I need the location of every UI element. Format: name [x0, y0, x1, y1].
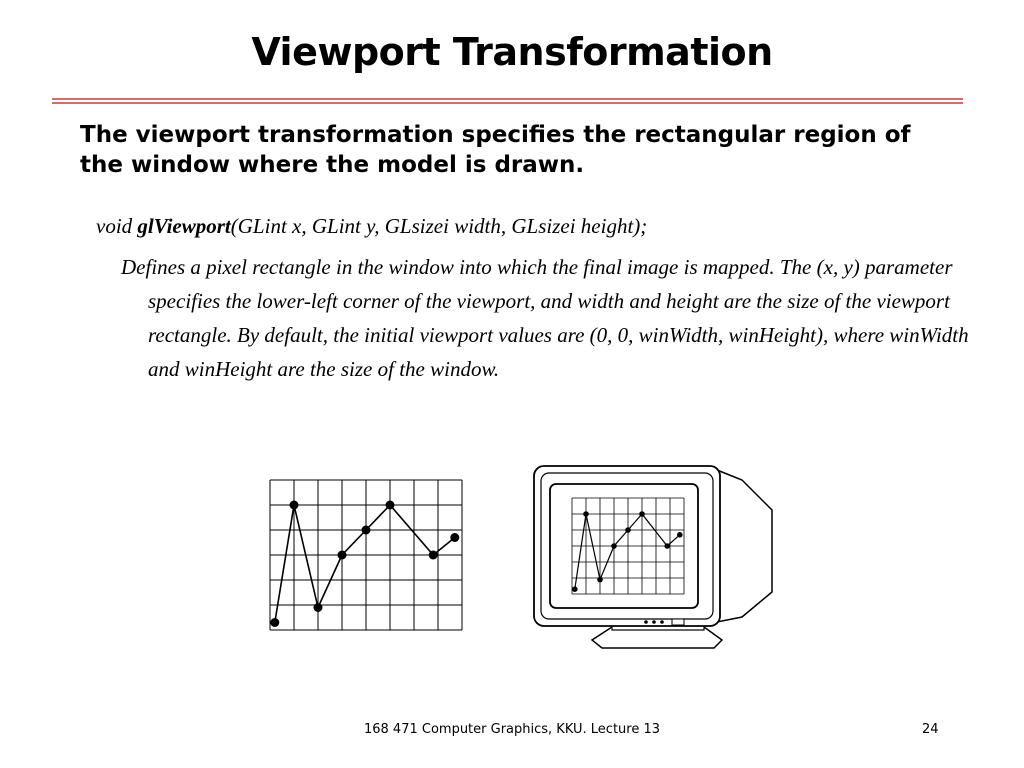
main-bullet: The viewport transformation specifies the rectangular region of the window where the model is drawn.	[80, 122, 911, 178]
graph-point	[362, 526, 371, 535]
title-divider-top	[52, 98, 963, 100]
graph-point	[639, 511, 645, 517]
page-number: 24	[922, 722, 939, 737]
signature-return-type: void	[96, 214, 138, 238]
graph-point	[429, 551, 438, 560]
graph-point	[677, 532, 683, 538]
graph-point	[270, 618, 279, 627]
signature-function-name: glViewport	[137, 214, 231, 238]
graph-point	[338, 551, 347, 560]
graph-window-points	[270, 501, 459, 628]
function-signature	[96, 212, 996, 240]
slide-title: Viewport Transformation	[251, 30, 773, 74]
graph-point	[611, 543, 617, 549]
signature-params: (GLint x, GLint y, GLsizei width, GLsizei height);	[230, 214, 648, 238]
graph-point	[450, 533, 459, 542]
graph-point	[572, 586, 578, 592]
graph-point	[597, 577, 603, 583]
function-description: Defines a pixel rectangle in the window into which the final image is mapped. The (x, y) parameter specifies the lower-left corner of the viewport, and width and height are the size of the viewport rectangle. By default, the initial viewport values are (0, 0, winWidth, winHeight), where winWidth and winHeight are the size of the window.	[121, 255, 969, 381]
graph-point	[625, 527, 631, 533]
graph-point	[314, 603, 323, 612]
graph-point	[664, 543, 670, 549]
graph-window-figure	[270, 480, 462, 630]
footer-text: 168 471 Computer Graphics, KKU. Lecture 13	[363, 722, 661, 737]
viewport-illustration	[262, 462, 782, 662]
graph-point	[386, 501, 395, 510]
graph-point	[583, 511, 589, 517]
graph-point	[290, 501, 299, 510]
crt-monitor-icon	[534, 466, 772, 648]
title-divider-bottom	[52, 102, 963, 104]
